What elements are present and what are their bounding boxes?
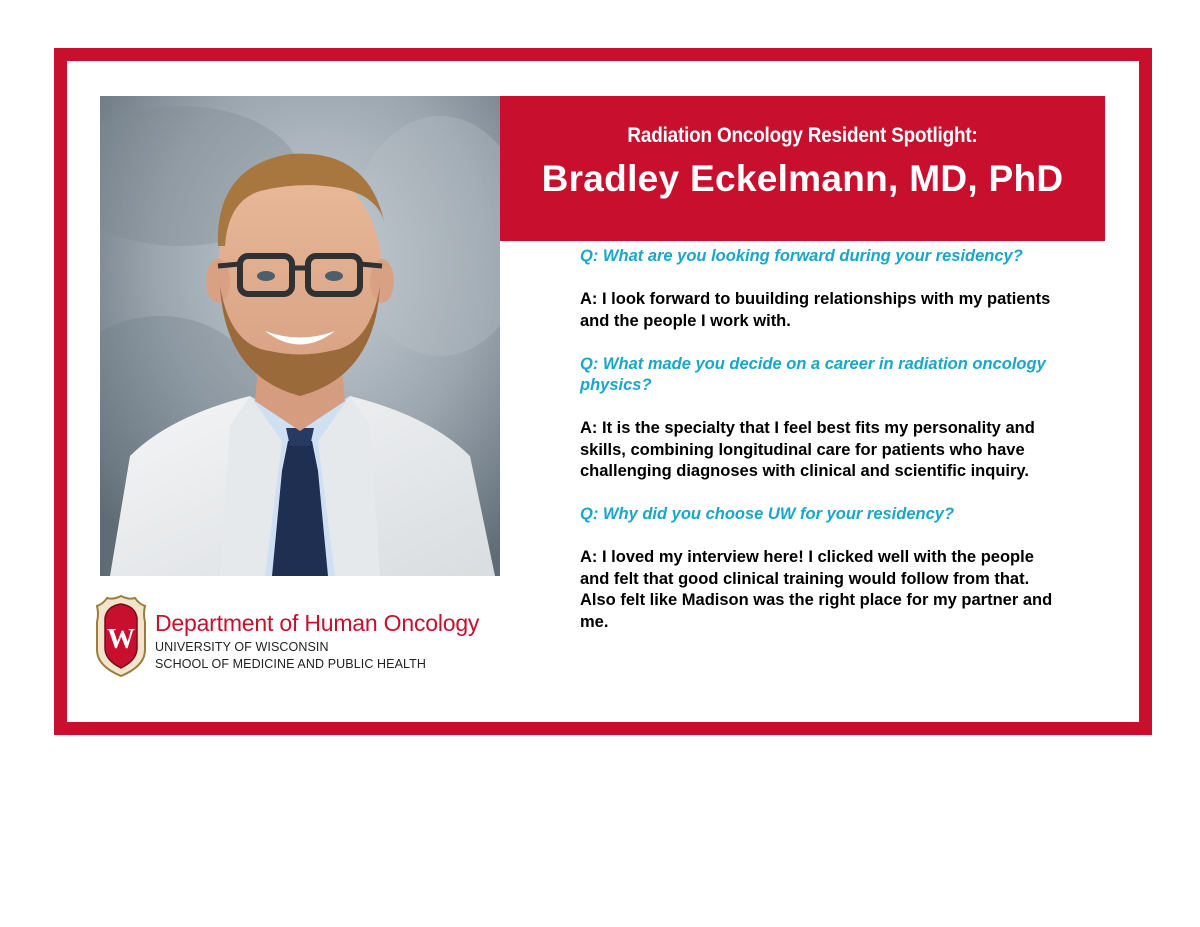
qa-section [580, 246, 1115, 633]
question-2: Q: What made you decide on a career in radiation oncology physics? [580, 354, 1046, 394]
answer-3: A: I loved my interview here! I clicked well with the people and felt that good clinical training would follow from that. Also felt like Madison was the right place for my partner and me. [580, 548, 1053, 631]
answer-2: A: It is the specialty that I feel best fits my personality and skills, combining longitudinal care for patients who have challenging diagnoses with clinical and scientific inquiry. [580, 419, 1035, 480]
university-name: UNIVERSITY OF WISCONSIN [155, 640, 329, 654]
answer-1: A: I look forward to buuilding relationships with my patients and the people I work with. [580, 290, 1051, 330]
question-3: Q: Why did you choose UW for your residency? [580, 505, 955, 523]
question-1: Q: What are you looking forward during your residency? [580, 247, 1023, 265]
uw-crest-icon [95, 594, 147, 678]
department-logo [95, 594, 505, 678]
title-banner [500, 96, 1105, 241]
resident-name: Bradley Eckelmann, MD, PhD [541, 158, 1064, 199]
crest-letter: W [107, 624, 135, 655]
portrait-photo [100, 96, 500, 576]
school-name: SCHOOL OF MEDICINE AND PUBLIC HEALTH [155, 657, 427, 671]
spotlight-subtitle: Radiation Oncology Resident Spotlight: [627, 124, 978, 147]
department-name: Department of Human Oncology [155, 610, 480, 636]
